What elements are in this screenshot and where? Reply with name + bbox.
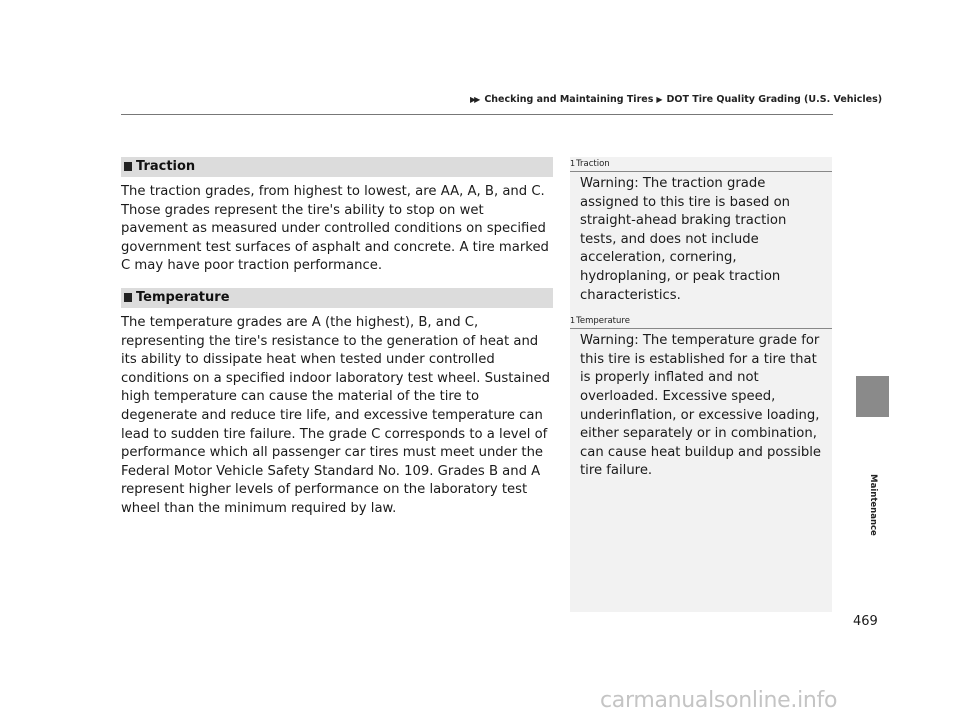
square-bullet-icon xyxy=(124,293,132,302)
note-text: Warning: The temperature grade for this tire is established for a tire that is properly inflated and not overloaded. Excessive speed, underinflation, or excessive loading, either separately or in combination, can cause heat buildup and possible tire failure. xyxy=(580,333,822,479)
sidebar-notes xyxy=(570,157,832,612)
note-heading: 1 Traction xyxy=(570,157,832,172)
double-arrow-icon: ▶▶ xyxy=(470,95,479,104)
note-number-icon: 1 xyxy=(570,316,576,326)
section-heading-temperature: Temperature xyxy=(121,288,553,308)
note-traction xyxy=(570,157,832,305)
chapter-label: Maintenance xyxy=(868,474,878,536)
breadcrumb-item[interactable]: DOT Tire Quality Grading (U.S. Vehicles) xyxy=(666,94,883,105)
traction-paragraph: The traction grades, from highest to lowest, are AA, A, B, and C. Those grades represent the tire's ability to stop on wet pavement as measured under controlled conditions on specified government test surfaces of asphalt and concrete. A tire marked C may have poor traction performance. xyxy=(121,184,549,274)
main-content xyxy=(121,157,553,519)
note-heading: 1 Temperature xyxy=(570,314,832,329)
page-number: 469 xyxy=(853,614,878,629)
breadcrumb xyxy=(470,94,882,105)
temperature-paragraph: The temperature grades are A (the highest), B, and C, representing the tire's resistance to the generation of heat and its ability to dissipate heat when tested under controlled conditions on a specified indoor laboratory test wheel. Sustained high temperature can cause the material of the tire to degenerate and reduce tire life, and excessive temperature can lead to sudden tire failure. The grade C corresponds to a level of performance which all passenger car tires must meet under the Federal Motor Vehicle Safety Standard No. 109. Grades B and A represent higher levels of performance on the laboratory test wheel than the minimum required by law. xyxy=(121,314,550,516)
breadcrumb-item[interactable]: Checking and Maintaining Tires xyxy=(484,94,654,105)
note-number-icon: 1 xyxy=(570,159,576,168)
chapter-tab[interactable] xyxy=(856,376,889,417)
header-divider xyxy=(121,114,833,115)
section-heading-traction: Traction xyxy=(121,157,553,177)
arrow-icon: ▶ xyxy=(656,95,661,104)
note-text: Warning: The traction grade assigned to this tire is based on straight-ahead braking traction tests, and does not include acceleration, cornering, hydroplaning, or peak traction characteristics. xyxy=(580,176,791,303)
note-temperature xyxy=(570,314,832,481)
watermark: carmanualsonline.info xyxy=(600,688,838,713)
square-bullet-icon xyxy=(124,162,132,171)
